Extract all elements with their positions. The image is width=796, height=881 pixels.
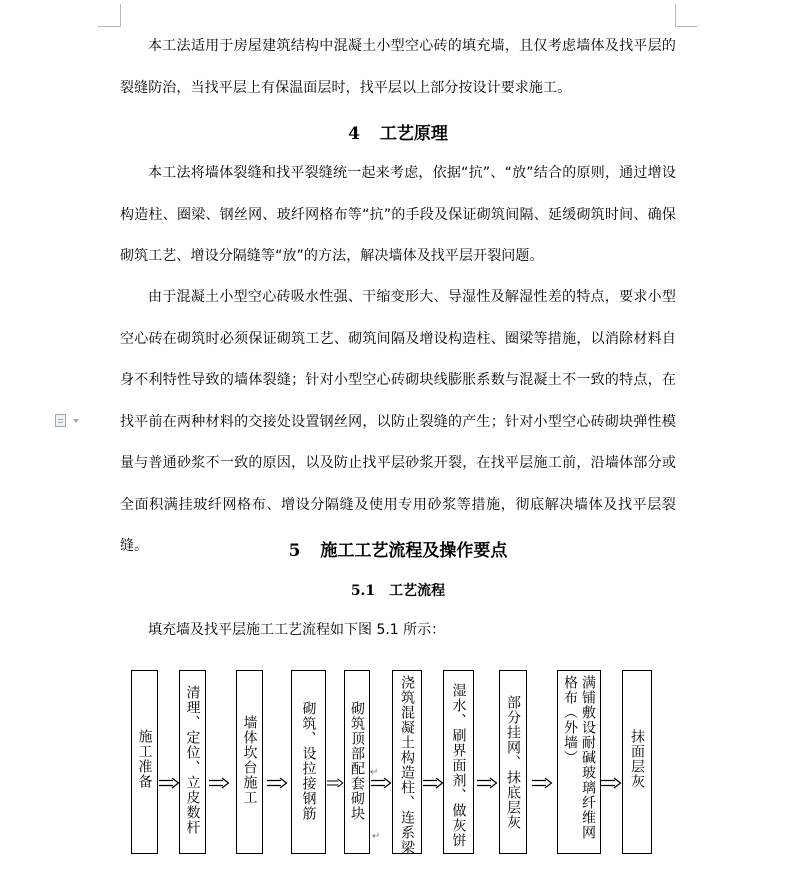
flow-step-box bbox=[443, 670, 474, 854]
double-arrow-icon bbox=[476, 777, 498, 789]
subsection-title: 工艺流程 bbox=[389, 583, 446, 599]
double-arrow-icon bbox=[531, 777, 553, 789]
section-number: 5 bbox=[288, 541, 301, 561]
double-arrow-icon bbox=[266, 777, 288, 789]
flow-step-box bbox=[499, 670, 527, 854]
flow-step-box bbox=[131, 670, 158, 854]
section-title: 施工工艺流程及操作要点 bbox=[320, 541, 508, 561]
flow-step-label: 墙体坎台施工 bbox=[241, 715, 258, 805]
flow-step-label: 部分挂网、抹底层灰 bbox=[505, 695, 521, 830]
flow-step-box bbox=[557, 670, 601, 854]
paragraph-principle-1: 本工法将墙体裂缝和找平裂缝统一起来考虑，依据“抗”、“放”结合的原则，通过增设构造柱、圈梁、钢丝网、玻纤网格布等“抗”的手段及保证砌筑间隔、延缓砌筑时间、确保砌筑工艺、增设分隔缝等“放”的方法，解决墙体及找平层开裂问题。 bbox=[120, 165, 676, 264]
double-arrow-icon bbox=[208, 777, 230, 789]
flow-step-box bbox=[344, 670, 370, 854]
flow-step-box bbox=[236, 670, 263, 854]
section-title: 工艺原理 bbox=[379, 124, 448, 144]
paragraph-scope: 本工法适用于房屋建筑结构中混凝土小型空心砖的填充墙，且仅考虑墙体及找平层的裂缝防治，当找平层上有保温面层时，找平层以上部分按设计要求施工。 bbox=[120, 38, 676, 96]
section-heading-5 bbox=[0, 536, 796, 561]
paragraph-mark: ↵ bbox=[370, 767, 379, 778]
subsection-number: 5.1 bbox=[350, 583, 376, 599]
flow-step-box bbox=[179, 670, 206, 854]
flow-step-label: 砌筑顶部配套砌块 bbox=[349, 701, 365, 821]
flow-step-label: 施工准备 bbox=[136, 729, 153, 789]
flow-step-box bbox=[291, 670, 326, 854]
paragraph-principle-2: 由于混凝土小型空心砖吸水性强、干缩变形大、导湿性及解湿性差的特点，要求小型空心砖在砌筑时必须保证砌筑工艺、砌筑间隔及增设构造柱、圈梁等措施，以消除材料自身不利特性导致的墙体裂缝；针对小型空心砖砌块线膨胀系数与混凝土不一致的特点，在找平前在两种材料的交接处设置钢丝网，以防止裂缝的产生；针对小型空心砖砌块弹性模量与普通砂浆不一致的原因，以及防止找平层砂浆开裂，在找平层施工前，沿墙体部分或全面积满挂玻纤网格布、增设分隔缝及使用专用砂浆等措施，彻底解决墙体及找平层裂缝。 bbox=[120, 289, 676, 554]
section-heading-4 bbox=[0, 119, 796, 144]
flow-step-box bbox=[392, 670, 422, 854]
page-corner-top-right bbox=[675, 4, 698, 27]
double-arrow-icon bbox=[326, 777, 344, 789]
flow-step-label: 浇筑混凝土构造柱、连系梁 bbox=[399, 675, 415, 855]
flow-step-label: 清理、定位、立皮数杆 bbox=[184, 685, 201, 835]
flow-intro-text: 填充墙及找平层施工工艺流程如下图 5.1 所示： bbox=[148, 622, 446, 638]
page-corner-top-left bbox=[98, 4, 121, 27]
document-icon[interactable] bbox=[55, 414, 66, 427]
flow-step-label: 满铺敷设耐碱玻璃纤维网格布（外墙） bbox=[562, 675, 596, 840]
flow-step-label: 砌筑、设拉接钢筋 bbox=[300, 701, 317, 821]
double-arrow-icon bbox=[158, 777, 180, 789]
double-arrow-icon bbox=[600, 777, 622, 789]
flow-step-label: 湿水、刷界面剂、做灰饼 bbox=[450, 683, 467, 848]
section-number: 4 bbox=[348, 124, 360, 144]
double-arrow-icon bbox=[370, 777, 392, 789]
paragraph-mark: ↵ bbox=[372, 831, 381, 842]
subsection-heading-5-1 bbox=[0, 580, 796, 600]
double-arrow-icon bbox=[422, 777, 444, 789]
flow-step-box bbox=[622, 670, 652, 854]
chevron-down-icon[interactable] bbox=[73, 419, 79, 423]
flow-step-label: 抹面层灰 bbox=[629, 729, 645, 789]
